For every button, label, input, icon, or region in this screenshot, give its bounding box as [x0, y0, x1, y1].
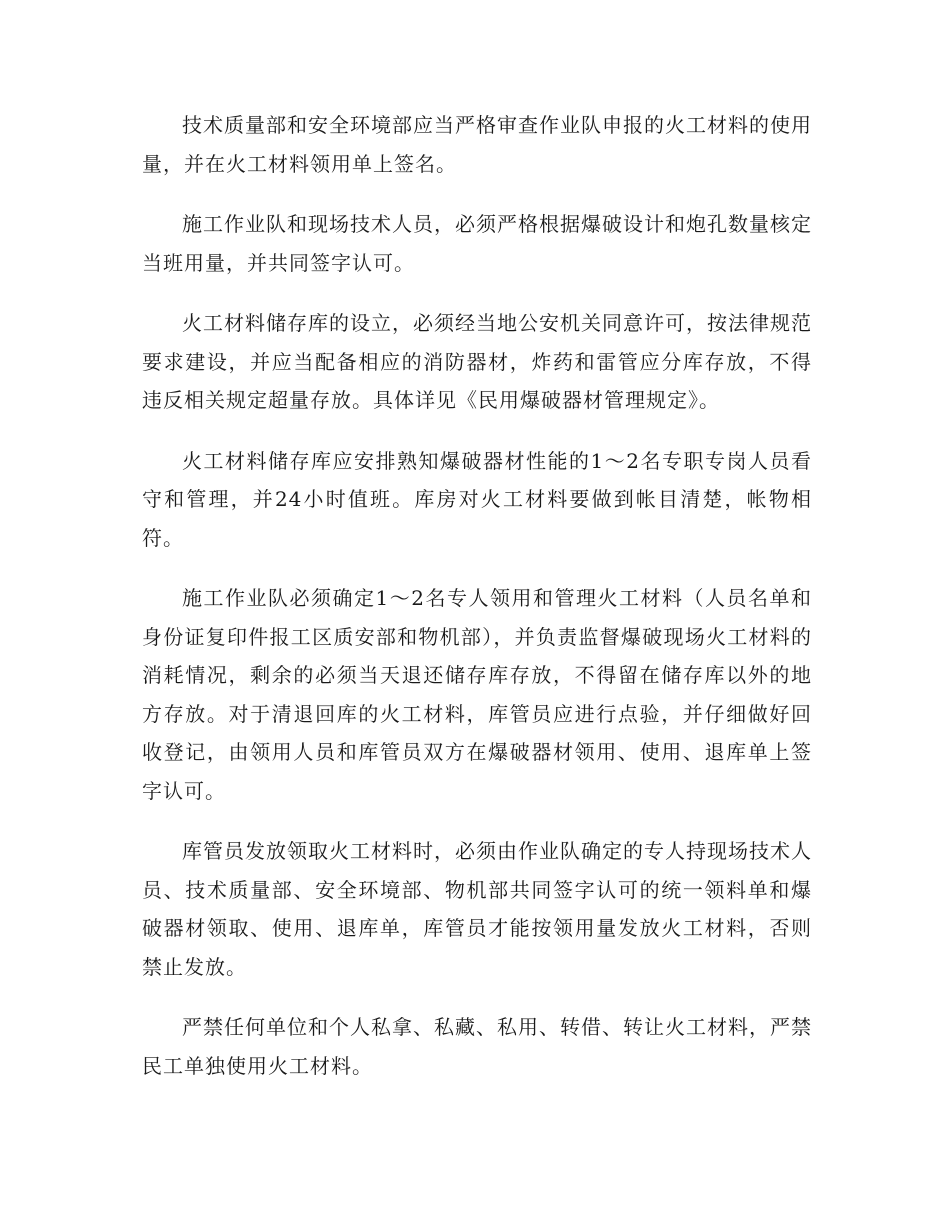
paragraph-2: 施工作业队和现场技术人员，必须严格根据爆破设计和炮孔数量核定当班用量，并共同签字认可。	[142, 212, 812, 275]
paragraph-4: 火工材料储存库应安排熟知爆破器材性能的1～2名专职专岗人员看守和管理，并24小时值班。库房对火工材料要做到帐目清楚，帐物相符。	[142, 448, 812, 550]
paragraph-5: 施工作业队必须确定1～2名专人领用和管理火工材料（人员名单和身份证复印件报工区质安部和物机部），并负责监督爆破现场火工材料的消耗情况，剩余的必须当天退还储存库存放，不得留在储存库以外的地方存放。对于清退回库的火工材料，库管员应进行点验，并仔细做好回收登记，由领用人员和库管员双方在爆破器材领用、使用、退库单上签字认可。	[142, 586, 812, 803]
paragraph-1: 技术质量部和安全环境部应当严格审查作业队申报的火工材料的使用量，并在火工材料领用单上签名。	[142, 113, 812, 176]
paragraph-7: 严禁任何单位和个人私拿、私藏、私用、转借、转让火工材料，严禁民工单独使用火工材料。	[142, 1015, 812, 1078]
document-body	[142, 106, 812, 1107]
paragraph-6: 库管员发放领取火工材料时，必须由作业队确定的专人持现场技术人员、技术质量部、安全环境部、物机部共同签字认可的统一领料单和爆破器材领取、使用、退库单，库管员才能按领用量发放火工材料，否则禁止发放。	[142, 839, 812, 979]
paragraph-3: 火工材料储存库的设立，必须经当地公安机关同意许可，按法律规范要求建设，并应当配备相应的消防器材，炸药和雷管应分库存放，不得违反相关规定超量存放。具体详见《民用爆破器材管理规定》。	[142, 311, 812, 412]
